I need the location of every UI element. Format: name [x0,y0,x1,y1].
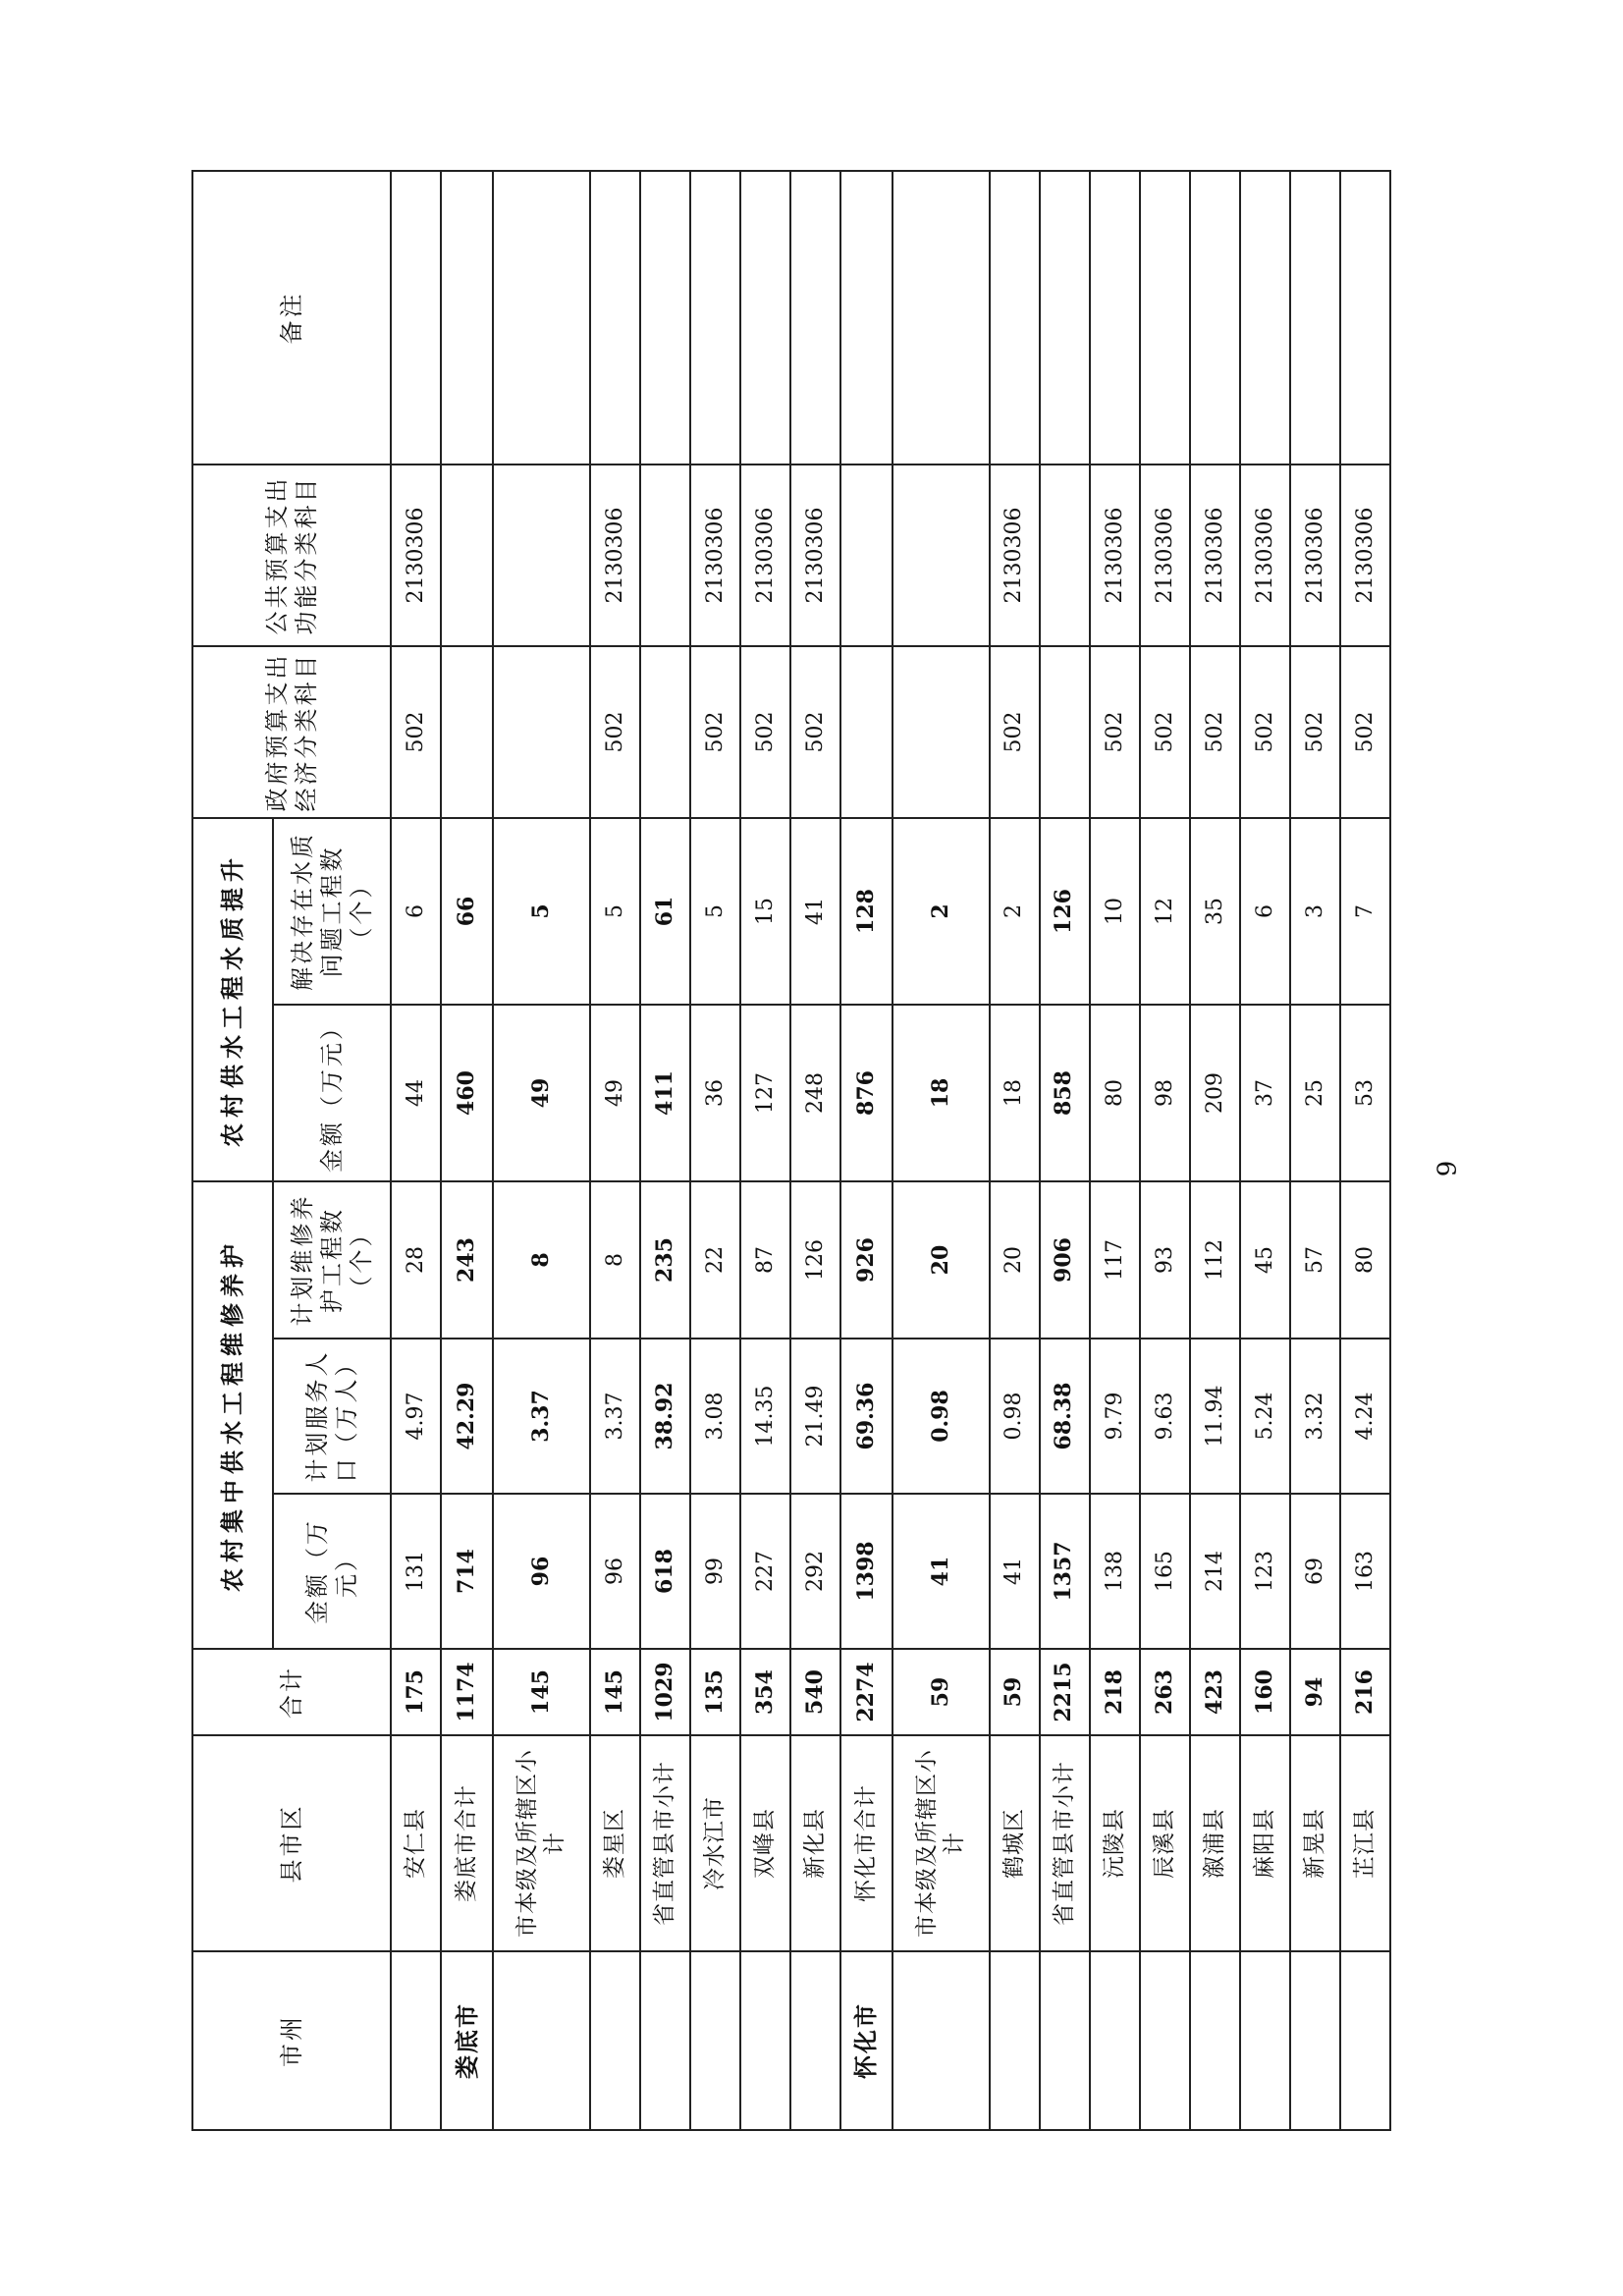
city-cell [493,1951,590,2130]
maint-amount-cell: 618 [640,1494,690,1649]
table-row [740,171,790,2130]
maint-projects-cell: 87 [740,1181,790,1339]
page-number: 9 [1433,1160,1463,1177]
public-func-cell: 2130306 [690,465,740,646]
quality-amount-cell: 18 [893,1005,990,1181]
maint-population-cell: 3.37 [493,1339,590,1494]
city-cell [893,1951,990,2130]
table-row [790,171,840,2130]
city-cell [640,1951,690,2130]
total-cell: 145 [590,1649,640,1735]
quality-projects-cell: 12 [1140,818,1190,1005]
public-func-cell: 2130306 [1140,465,1190,646]
county-cell: 鹤城区 [990,1735,1040,1951]
maint-projects-cell: 80 [1340,1181,1390,1339]
table-row [690,171,740,2130]
city-cell: 娄底市 [441,1951,493,2130]
funding-table [191,170,1391,2131]
city-cell [1240,1951,1290,2130]
gov-econ-cell [1040,646,1090,818]
public-func-cell [893,465,990,646]
maint-projects-cell: 126 [790,1181,840,1339]
maint-projects-cell: 20 [990,1181,1040,1339]
maint-population-cell: 3.32 [1290,1339,1340,1494]
county-cell: 新晃县 [1290,1735,1340,1951]
total-cell: 218 [1090,1649,1140,1735]
city-cell [1090,1951,1140,2130]
total-cell: 59 [893,1649,990,1735]
quality-amount-cell: 127 [740,1005,790,1181]
maint-population-cell: 5.24 [1240,1339,1290,1494]
gov-econ-cell [893,646,990,818]
maint-population-cell: 4.24 [1340,1339,1390,1494]
table-row [1240,171,1290,2130]
quality-projects-cell: 10 [1090,818,1140,1005]
remark-cell [740,171,790,465]
total-cell: 1029 [640,1649,690,1735]
public-func-cell [1040,465,1090,646]
quality-amount-cell: 460 [441,1005,493,1181]
table-row [840,171,893,2130]
table-row [1290,171,1340,2130]
public-func-cell: 2130306 [1340,465,1390,646]
header-total: 合计 [192,1649,391,1735]
table-row [590,171,640,2130]
city-cell [990,1951,1040,2130]
total-cell: 175 [391,1649,441,1735]
remark-cell [640,171,690,465]
quality-projects-cell: 35 [1190,818,1240,1005]
maint-projects-cell: 243 [441,1181,493,1339]
quality-projects-cell: 66 [441,818,493,1005]
remark-cell [1090,171,1140,465]
maint-projects-cell: 57 [1290,1181,1340,1339]
header-gov-econ: 政府预算支出经济分类科目 [192,646,391,818]
total-cell: 145 [493,1649,590,1735]
maint-projects-cell: 20 [893,1181,990,1339]
quality-amount-cell: 248 [790,1005,840,1181]
remark-cell [893,171,990,465]
maint-population-cell: 4.97 [391,1339,441,1494]
quality-amount-cell: 98 [1140,1005,1190,1181]
gov-econ-cell: 502 [1190,646,1240,818]
maint-amount-cell: 1357 [1040,1494,1090,1649]
city-cell [790,1951,840,2130]
remark-cell [990,171,1040,465]
total-cell: 423 [1190,1649,1240,1735]
remark-cell [391,171,441,465]
public-func-cell: 2130306 [790,465,840,646]
maint-population-cell: 9.63 [1140,1339,1190,1494]
maint-amount-cell: 1398 [840,1494,893,1649]
maint-amount-cell: 69 [1290,1494,1340,1649]
table-row [640,171,690,2130]
quality-amount-cell: 49 [590,1005,640,1181]
maint-projects-cell: 8 [590,1181,640,1339]
county-cell: 辰溪县 [1140,1735,1190,1951]
header-city: 市州 [192,1951,391,2130]
gov-econ-cell: 502 [790,646,840,818]
quality-projects-cell: 2 [990,818,1040,1005]
rotated-table-container [191,172,1391,2131]
gov-econ-cell: 502 [740,646,790,818]
maint-amount-cell: 41 [990,1494,1040,1649]
remark-cell [690,171,740,465]
remark-cell [1240,171,1290,465]
maint-projects-cell: 8 [493,1181,590,1339]
quality-projects-cell: 15 [740,818,790,1005]
total-cell: 135 [690,1649,740,1735]
maint-projects-cell: 93 [1140,1181,1190,1339]
city-cell [1190,1951,1240,2130]
city-cell [391,1951,441,2130]
public-func-cell: 2130306 [990,465,1040,646]
total-cell: 263 [1140,1649,1190,1735]
maint-amount-cell: 165 [1140,1494,1190,1649]
county-cell: 娄底市合计 [441,1735,493,1951]
maint-projects-cell: 906 [1040,1181,1090,1339]
remark-cell [1190,171,1240,465]
county-cell: 沅陵县 [1090,1735,1140,1951]
remark-cell [1140,171,1190,465]
county-cell: 新化县 [790,1735,840,1951]
header-maint-projects: 计划维修养护工程数（个） [273,1181,391,1339]
quality-projects-cell: 3 [1290,818,1340,1005]
total-cell: 160 [1240,1649,1290,1735]
county-cell: 省直管县市小计 [640,1735,690,1951]
table-row [1090,171,1140,2130]
maint-population-cell: 11.94 [1190,1339,1240,1494]
gov-econ-cell: 502 [1240,646,1290,818]
table-row [493,171,590,2130]
maint-projects-cell: 28 [391,1181,441,1339]
maint-projects-cell: 235 [640,1181,690,1339]
county-cell: 双峰县 [740,1735,790,1951]
remark-cell [790,171,840,465]
quality-amount-cell: 49 [493,1005,590,1181]
maint-amount-cell: 227 [740,1494,790,1649]
maint-amount-cell: 96 [493,1494,590,1649]
maint-projects-cell: 926 [840,1181,893,1339]
quality-projects-cell: 126 [1040,818,1090,1005]
gov-econ-cell: 502 [590,646,640,818]
quality-amount-cell: 44 [391,1005,441,1181]
county-cell: 省直管县市小计 [1040,1735,1090,1951]
header-remark: 备注 [192,171,391,465]
header-maint-population: 计划服务人口（万人） [273,1339,391,1494]
table-row [391,171,441,2130]
total-cell: 540 [790,1649,840,1735]
header-public-func: 公共预算支出功能分类科目 [192,465,391,646]
public-func-cell [441,465,493,646]
city-cell [1290,1951,1340,2130]
gov-econ-cell [840,646,893,818]
maint-population-cell: 9.79 [1090,1339,1140,1494]
quality-amount-cell: 209 [1190,1005,1240,1181]
remark-cell [590,171,640,465]
maint-population-cell: 14.35 [740,1339,790,1494]
maint-amount-cell: 292 [790,1494,840,1649]
county-cell: 冷水江市 [690,1735,740,1951]
gov-econ-cell: 502 [1090,646,1140,818]
maint-projects-cell: 22 [690,1181,740,1339]
maint-amount-cell: 214 [1190,1494,1240,1649]
county-cell: 安仁县 [391,1735,441,1951]
maint-amount-cell: 99 [690,1494,740,1649]
quality-amount-cell: 36 [690,1005,740,1181]
gov-econ-cell: 502 [1140,646,1190,818]
total-cell: 59 [990,1649,1040,1735]
maint-amount-cell: 714 [441,1494,493,1649]
gov-econ-cell: 502 [690,646,740,818]
total-cell: 354 [740,1649,790,1735]
county-cell: 娄星区 [590,1735,640,1951]
table-row [1190,171,1240,2130]
remark-cell [493,171,590,465]
total-cell: 94 [1290,1649,1340,1735]
table-row [1040,171,1090,2130]
quality-amount-cell: 858 [1040,1005,1090,1181]
quality-amount-cell: 411 [640,1005,690,1181]
maint-population-cell: 68.38 [1040,1339,1090,1494]
table-row [1340,171,1390,2130]
maint-projects-cell: 112 [1190,1181,1240,1339]
maint-population-cell: 21.49 [790,1339,840,1494]
public-func-cell [640,465,690,646]
quality-projects-cell: 7 [1340,818,1390,1005]
maint-amount-cell: 96 [590,1494,640,1649]
header-group-maintenance: 农村集中供水工程维修养护 [192,1181,273,1649]
maint-amount-cell: 41 [893,1494,990,1649]
table-body [391,171,1390,2130]
total-cell: 1174 [441,1649,493,1735]
maint-amount-cell: 163 [1340,1494,1390,1649]
table-row [990,171,1040,2130]
total-cell: 216 [1340,1649,1390,1735]
public-func-cell: 2130306 [1190,465,1240,646]
maint-population-cell: 0.98 [893,1339,990,1494]
total-cell: 2215 [1040,1649,1090,1735]
quality-projects-cell: 2 [893,818,990,1005]
header-row-1 [192,171,273,2130]
header-quality-amount: 金额（万元） [273,1005,391,1181]
table-row [441,171,493,2130]
maint-projects-cell: 117 [1090,1181,1140,1339]
city-cell [590,1951,640,2130]
maint-projects-cell: 45 [1240,1181,1290,1339]
quality-amount-cell: 53 [1340,1005,1390,1181]
city-cell: 怀化市 [840,1951,893,2130]
quality-amount-cell: 80 [1090,1005,1140,1181]
quality-projects-cell: 6 [391,818,441,1005]
county-cell: 芷江县 [1340,1735,1390,1951]
table-row [893,171,990,2130]
public-func-cell: 2130306 [740,465,790,646]
header-quality-projects: 解决存在水质问题工程数（个） [273,818,391,1005]
county-cell: 溆浦县 [1190,1735,1240,1951]
public-func-cell [493,465,590,646]
header-group-quality: 农村供水工程水质提升 [192,818,273,1181]
remark-cell [1340,171,1390,465]
maint-amount-cell: 138 [1090,1494,1140,1649]
public-func-cell: 2130306 [1090,465,1140,646]
maint-population-cell: 42.29 [441,1339,493,1494]
maint-amount-cell: 123 [1240,1494,1290,1649]
county-cell: 市本级及所辖区小计 [493,1735,590,1951]
header-county: 县市区 [192,1735,391,1951]
city-cell [1140,1951,1190,2130]
public-func-cell: 2130306 [391,465,441,646]
gov-econ-cell: 502 [990,646,1040,818]
remark-cell [1040,171,1090,465]
quality-projects-cell: 128 [840,818,893,1005]
maint-population-cell: 0.98 [990,1339,1040,1494]
quality-amount-cell: 876 [840,1005,893,1181]
public-func-cell: 2130306 [590,465,640,646]
gov-econ-cell: 502 [1340,646,1390,818]
county-cell: 麻阳县 [1240,1735,1290,1951]
city-cell [1340,1951,1390,2130]
quality-amount-cell: 25 [1290,1005,1340,1181]
gov-econ-cell: 502 [1290,646,1340,818]
gov-econ-cell: 502 [391,646,441,818]
table-row [1140,171,1190,2130]
maint-population-cell: 3.37 [590,1339,640,1494]
city-cell [1040,1951,1090,2130]
public-func-cell: 2130306 [1290,465,1340,646]
public-func-cell: 2130306 [1240,465,1290,646]
quality-projects-cell: 6 [1240,818,1290,1005]
city-cell [740,1951,790,2130]
maint-population-cell: 69.36 [840,1339,893,1494]
total-cell: 2274 [840,1649,893,1735]
city-cell [690,1951,740,2130]
quality-projects-cell: 5 [690,818,740,1005]
county-cell: 市本级及所辖区小计 [893,1735,990,1951]
remark-cell [441,171,493,465]
gov-econ-cell [493,646,590,818]
remark-cell [840,171,893,465]
gov-econ-cell [441,646,493,818]
maint-population-cell: 38.92 [640,1339,690,1494]
quality-projects-cell: 41 [790,818,840,1005]
public-func-cell [840,465,893,646]
header-maint-amount: 金额（万元） [273,1494,391,1649]
maint-population-cell: 3.08 [690,1339,740,1494]
remark-cell [1290,171,1340,465]
county-cell: 怀化市合计 [840,1735,893,1951]
quality-projects-cell: 61 [640,818,690,1005]
maint-amount-cell: 131 [391,1494,441,1649]
quality-amount-cell: 37 [1240,1005,1290,1181]
quality-projects-cell: 5 [493,818,590,1005]
quality-projects-cell: 5 [590,818,640,1005]
gov-econ-cell [640,646,690,818]
quality-amount-cell: 18 [990,1005,1040,1181]
